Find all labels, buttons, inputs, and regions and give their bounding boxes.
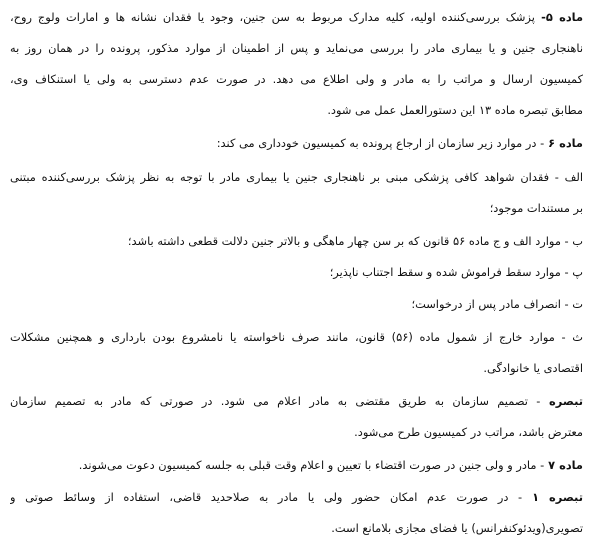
- article-5-text-3: کمیسیون ارسال و مراتب را به مادر و ولی اطلاع می دهد. در صورت عدم دسترسی به ولی یا استنکاف وی،: [10, 72, 583, 86]
- article-5-line-3: [10, 71, 583, 87]
- article-5-line-4: [10, 102, 583, 118]
- note-text-1: - تصمیم سازمان به طریق مقتضی به مادر اعلام می شود. در صورتی که مادر به تصمیم سازمان: [10, 394, 541, 408]
- clause-alef-text-1: الف - فقدان شواهد کافی پزشکی مبنی بر ناهنجاری جنین یا بیماری مادر با توجه به نظر پزشک بررسی‌کننده مبتنی: [10, 170, 583, 184]
- note-1-line-1: [10, 489, 583, 505]
- clause-te-line: [10, 296, 583, 312]
- clause-alef-line-1: [10, 169, 583, 185]
- clause-be-line: [10, 233, 583, 249]
- clause-te-text: ت - انصراف مادر پس از درخواست؛: [411, 297, 583, 311]
- article-6-text: - در موارد زیر سازمان از ارجاع پرونده به کمیسیون خودداری می کند:: [216, 136, 545, 150]
- article-5-text-2: ناهنجاری جنین و یا بیماری مادر را بررسی می‌نماید و پس از اطمینان از موارد مذکور، پرونده را در همان روز به: [10, 41, 583, 55]
- clause-pe-text: پ - موارد سقط فراموش شده و سقط اجتناب ناپذیر؛: [329, 265, 583, 279]
- note-line-1: [10, 393, 583, 409]
- clause-se-text-2: اقتصادی یا خانوادگی.: [483, 361, 583, 375]
- article-7-line: [10, 457, 583, 473]
- article-5-text-1: پزشک بررسی‌کننده اولیه، کلیه مدارک مربوط به سن جنین، وجود یا فقدان نشانه ها و امارات ولوج روح،: [10, 10, 535, 24]
- note-1-line-2: [10, 520, 583, 536]
- note-text-2: معترض باشد، مراتب در کمیسیون طرح می‌شود.: [354, 425, 583, 439]
- clause-pe-line: [10, 264, 583, 280]
- note-1-text-1: - در صورت عدم امکان حضور ولی یا مادر به صلاحدید قاضی، استفاده از وسائط صوتی و: [10, 490, 523, 504]
- note-1-text-2: تصویری(ویدئوکنفرانس) یا فضای مجازی بلامانع است.: [331, 521, 583, 535]
- clause-se-line-1: [10, 329, 583, 345]
- clause-alef-text-2: بر مستندات موجود؛: [489, 201, 583, 215]
- note-1-heading: تبصره ۱: [522, 490, 583, 504]
- clause-se-line-2: [10, 360, 583, 376]
- article-5-line-2: [10, 40, 583, 56]
- article-7-text: - مادر و ولی جنین در صورت اقتضاء با تعیین و اعلام وقت قبلی به جلسه کمیسیون دعوت می‌شوند.: [78, 458, 545, 472]
- clause-alef-line-2: [10, 200, 583, 216]
- article-5-text-4: مطابق تبصره ماده ۱۳ این دستورالعمل عمل می شود.: [327, 103, 583, 117]
- article-5-line-1: [10, 9, 583, 25]
- article-5-heading: ماده ۵-: [534, 10, 583, 24]
- article-7-heading: ماده ۷: [544, 458, 583, 472]
- note-heading: تبصره: [540, 394, 583, 408]
- article-6-line-1: [10, 135, 583, 151]
- article-6-heading: ماده ۶: [544, 136, 583, 150]
- note-line-2: [10, 424, 583, 440]
- clause-be-text: ب - موارد الف و ج ماده ۵۶ قانون که بر سن چهار ماهگی و بالاتر جنین دلالت قطعی داشته باشد؛: [127, 234, 583, 248]
- clause-se-text-1: ث - موارد خارج از شمول ماده (۵۶) قانون، مانند صرف ناخواسته یا نامشروع بودن بارداری و همچنین مشکلات: [10, 330, 583, 344]
